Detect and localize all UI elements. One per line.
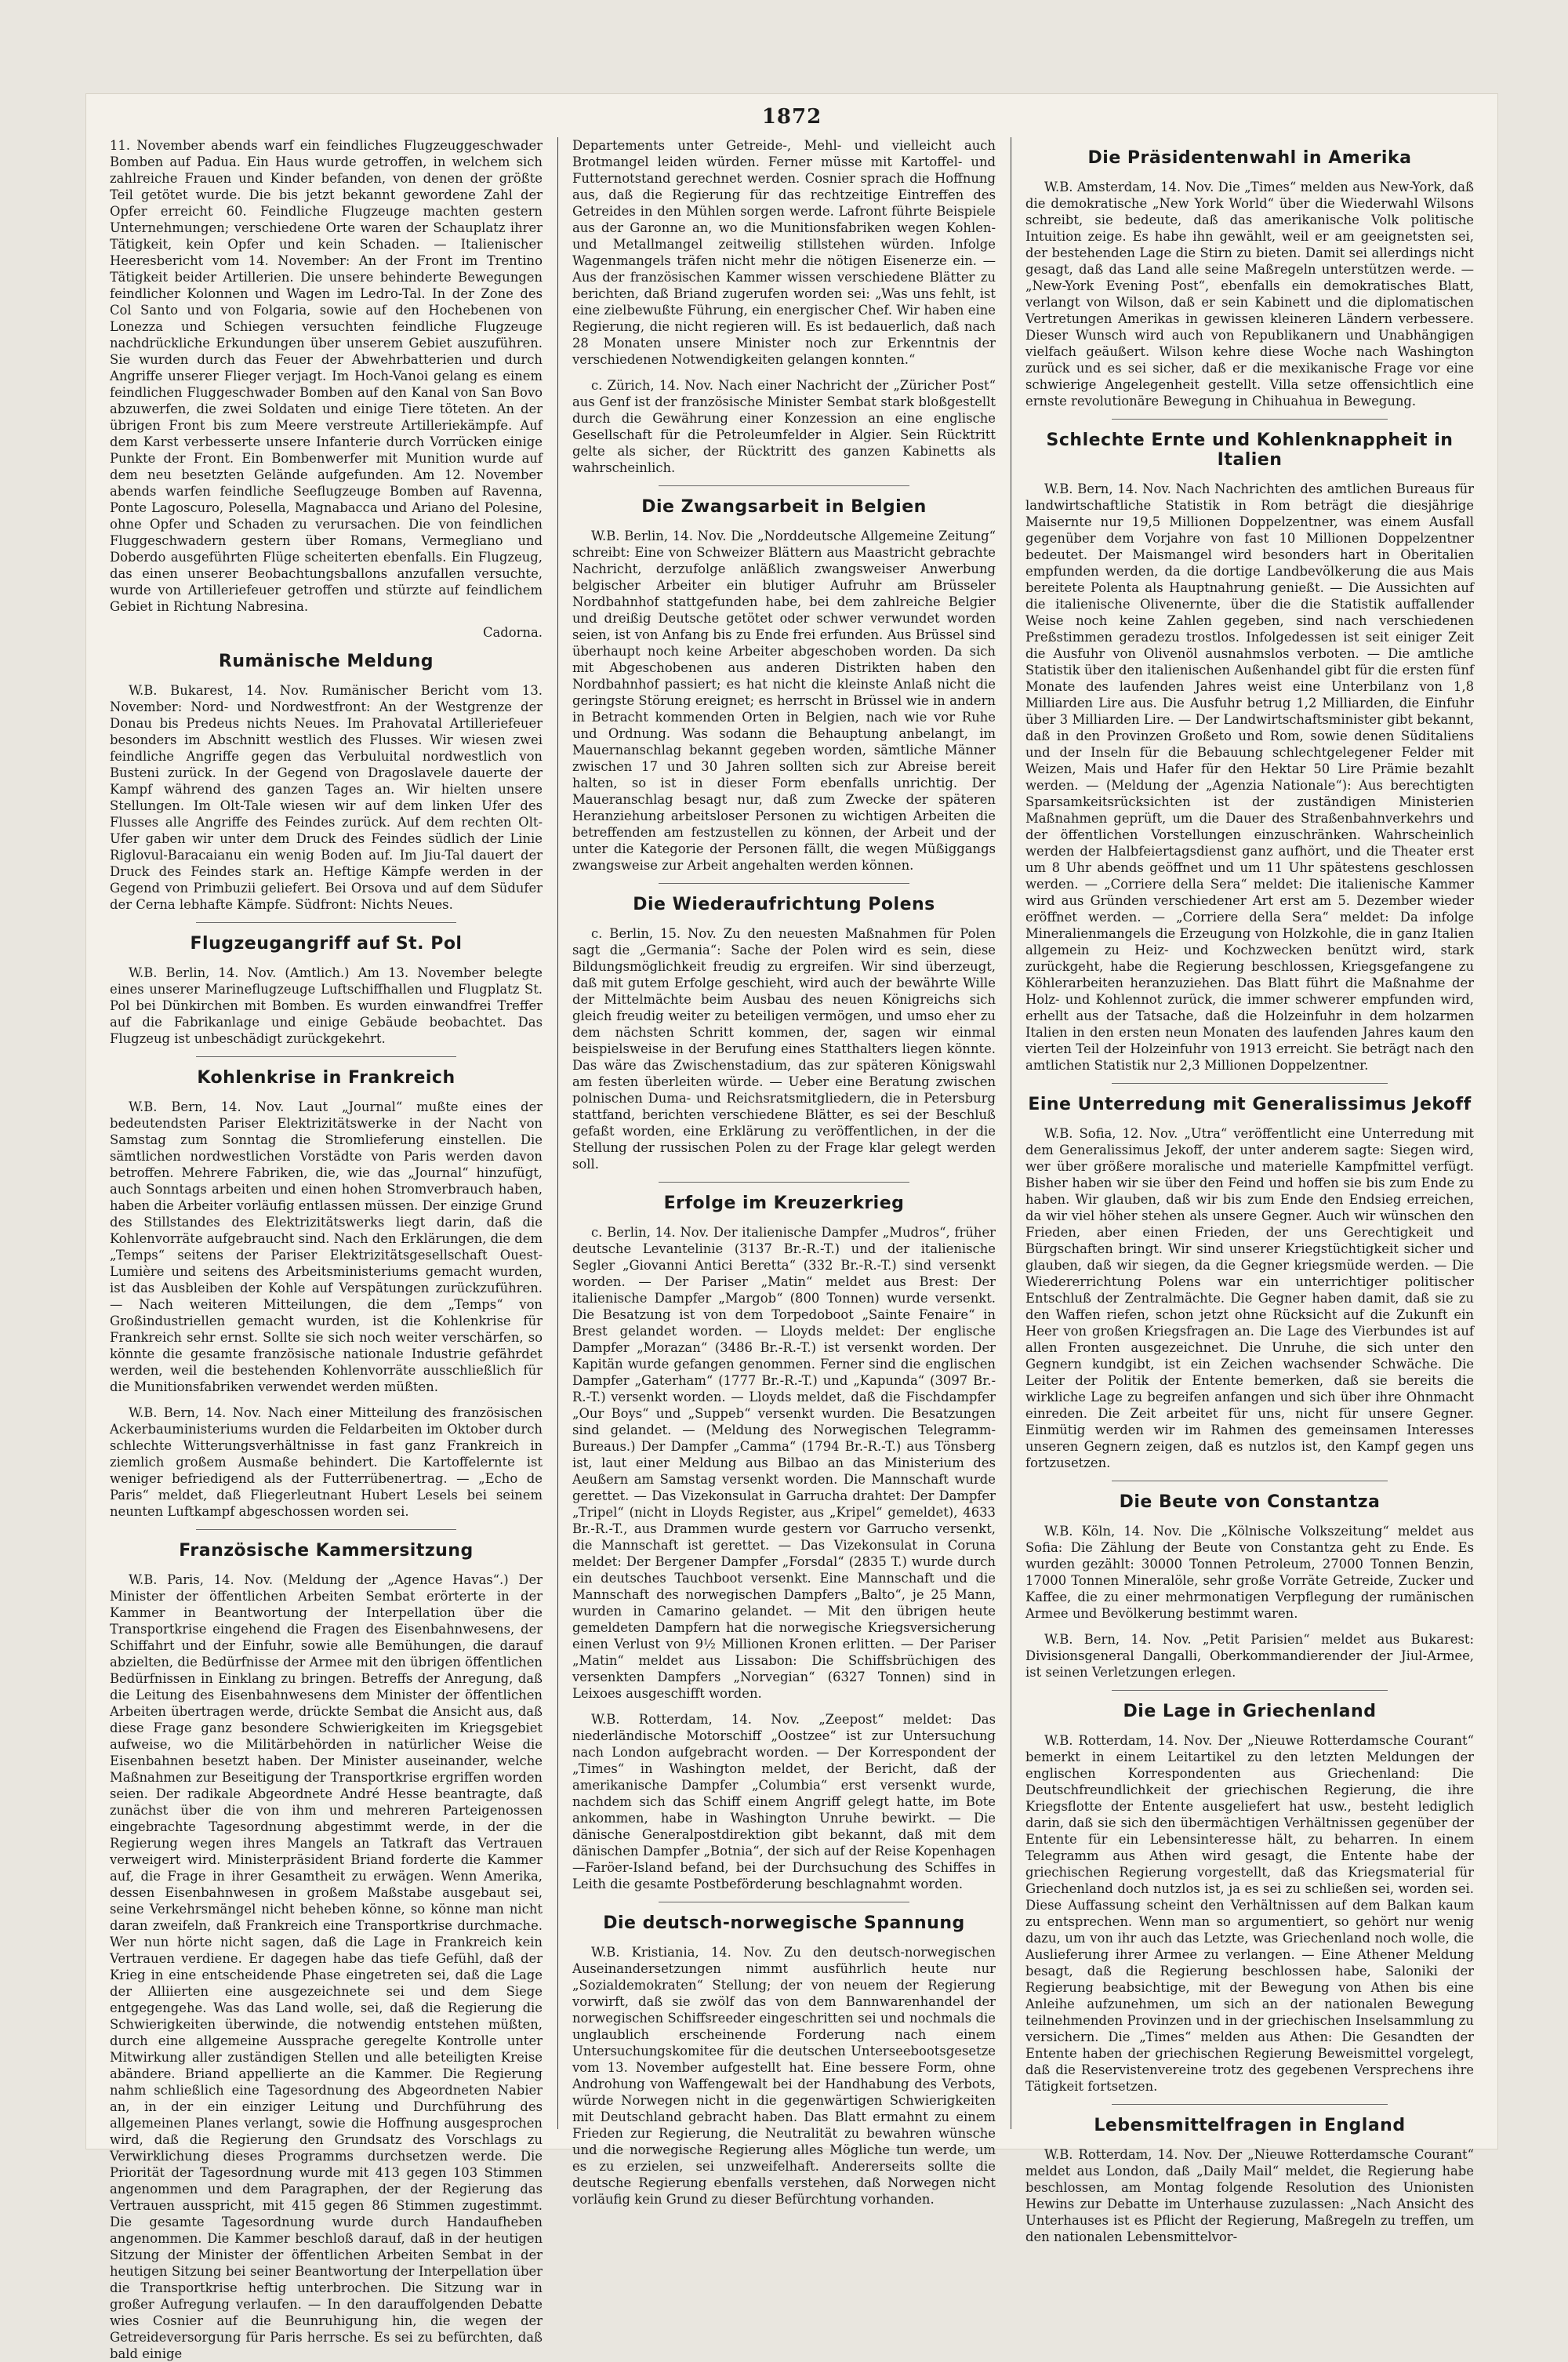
article-paragraph: W.B. Berlin, 14. Nov. Die „Norddeutsche Allgemeine Zeitung“ schreibt: Eine von Schweizer Blättern aus Maastricht gebrachte Nachricht, derzufolge anläßlich zwangsweiser Anwerbung belgischer Arbeiter ein blutiger Aufruhr am Brüsseler Nordbahnhof stattgefunden habe, bei dem zahlreiche Belgier und dreißig Deutsche getötet oder schwer verwundet worden seien, ist von Anfang bis zu Ende frei erfunden. Aus Brüssel sind überhaupt noch keine Arbeiter abgeschoben worden. Da sich mit Abgeschobenen aus anderen Distrikten haben den Nordbahnhof passiert; es hat nicht die kleinste Anlaß nicht die geringste Störung ereignet; es herrscht in Brüssel wie in andern in Betracht kommenden Orten in Belgien, nach wie vor Ruhe und Ordnung. Was sodann die Behauptung anbelangt, im Mauernanschlag bekannt gegeben worden, sämtliche Männer zwischen 17 und 30 Jahren sollten sich zur Abreise bereit halten, so ist in dieser Form ebenfalls unrichtig. Der Maueranschlag besagt nur, daß zum Zwecke der späteren Heranziehung arbeitsloser Personen zu wichtigen Arbeiten die betreffenden am festzustellen zu können, der Arbeit und der unter die Kategorie der Personen fällt, die wegen Müßiggangs zwangsweise zur Arbeit angehalten werden können. <box>572 529 996 873</box>
article-headline: Die deutsch-norwegische Spannung <box>603 1913 965 1933</box>
page-number: 1872 <box>761 105 822 129</box>
article-paragraph: W.B. Amsterdam, 14. Nov. Die „Times“ melden aus New-York, daß die demokratische „New York World“ über die Wiederwahl Wilsons schreibt, sie bedeute, daß das amerikanische Volk politische Intuition zeige. Es habe ihn gewählt, weil er am geeignetsten sei, der bestehenden Lage die Stirn zu bieten. Damit sei allerdings nicht gesagt, daß das Land alle seine Maßregeln unterstützen werde. — „New-York Evening Post“, ebenfalls ein demokratisches Blatt, verlangt von Wilson, daß er sein Kabinett und die diplomatischen Vertretungen Amerikas in gewissen kleineren Ländern verbessere. Dieser Wunsch wird auch von Republikanern und Unabhängigen vielfach geäußert. Wilson kehre diese Woche nach Washington zurück und es sei sicher, daß er die mexikanische Frage vor eine schwierige Angelegenheit gestellt. Villa setze offensichtlich eine ernste revolutionäre Bewegung in Chihuahua in Bewegung. <box>1025 180 1474 409</box>
article-paragraph: W.B. Sofia, 12. Nov. „Utra“ veröffentlicht eine Unterredung mit dem Generalissimus Jekoff, der unter anderem sagte: Siegen wird, wer über größere moralische und materielle Kampfmittel verfügt. Bisher haben wir sie über den Feind und hoffen sie bis zum Ende zu haben. Wir glauben, daß wir bis zum Ende den Endsieg erreichen, da wir viel höher stehen als unsere Gegner. Auch wir wünschen den Frieden, aber einen Frieden, der uns Gerechtigkeit und Bürgschaften bringt. Wir sind unserer Kriegstüchtigkeit sicher und glauben, daß wir siegen, da die Gegner kriegsmüde werden. — Die Wiedererrichtung Polens war ein unterrichtiger politischer Entschluß der Zentralmächte. Die Gegner haben damit, daß sie zu den Waffen riefen, schon jetzt ohne Rücksicht auf die Zukunft ein Heer von großen Kriegsfragen an. Die Lage des Vierbundes ist auf allen Fronten ausgezeichnet. Die Unruhe, die sich unter den Gegnern kundgibt, ist ein Zeichen wachsender Schwäche. Die Leiter der Politik der Entente bemerken, daß sie bereits die wirkliche Lage zu begreifen anfangen und sich über ihre Ohnmacht einreden. Die Zeit arbeitet für uns, nicht für unsere Gegner. Einmütig werden wir im Rahmen des gemeinsamen Interesses unseren Gegnern zeigen, daß es nutzlos ist, den Kampf gegen uns fortzusetzen. <box>1025 1126 1474 1470</box>
article-headline: Erfolge im Kreuzerkrieg <box>663 1194 905 1213</box>
article-paragraph: W.B. Bern, 14. Nov. Nach Nachrichten des amtlichen Bureaus für landwirtschaftliche Statistik in Rom beträgt die diesjährige Maisernte nur 19,5 Millionen Doppelzentner, was einem Ausfall gegenüber dem Vorjahre von fast 10 Millionen Doppelzentner bedeutet. Der Maismangel wird besonders hart in Oberitalien empfunden werden, da die dortige Landbevölkerung die aus Mais bereitete Polenta als Hauptnahrung genießt. — Die Aussichten auf die italienische Olivenernte, über die die Statistik auffallender Weise noch keine Zahlen gegeben, sind nach verschiedenen Preßstimmen geradezu trostlos. Infolgedessen ist seit einiger Zeit die Ausfuhr von Olivenöl ausnahmslos verboten. — Die amtliche Statistik über den italienischen Außenhandel gibt für die ersten fünf Monate des laufenden Jahres weist eine Unterbilanz von 1,8 Milliarden Lire aus. Die Ausfuhr betrug 1,2 Milliarden, die Einfuhr über 3 Milliarden Lire. — Der Landwirtschaftsminister gibt bekannt, daß in den Provinzen Großeto und Rom, sowie denen Süditaliens und der Inseln für die Bebauung schlechtgelegener Felder mit Weizen, Mais und Hafer für den Hektar 50 Lire Prämie bezahlt werden. — (Meldung der „Agenzia Nationale“): Aus berechtigten Sparsamkeitsrücksichten ist der zuständigen Ministerien Maßnahmen geprüft, um die Dauer des Straßenbahnverkehrs und der öffentlichen Vorstellungen einzuschränken. Wahrscheinlich werden der Halbfeiertagsdienst ganz aufhört, und die Theater erst um 8 Uhr abends geöffnet und um 11 Uhr spätestens geschlossen werden. — „Corriere della Sera“ meldet: Die italienische Kammer wird aus Gründen verschiedener Art erst am 5. Dezember wieder eröffnet werden. — „Corriere della Sera“ meldet: Da infolge Mineralienmangels die Erzeugung von Holzkohle, die in ganz Italien allgemein zu Heiz- und Kochzwecken benützt wird, stark zurückgeht, habe die Regierung beschlossen, Kriegsgefangene zu Köhlerarbeiten heranzuziehen. Das Blatt führt die Maßnahme der Holz- und Kohlennot zurück, die immer schwerer empfunden wird, erhellt aus der Tatsache, daß die Holzeinfuhr in dem holzarmen Italien in den ersten neun Monaten des laufenden Jahres kaum den vierten Teil der Holzeinfuhr von 1913 erreicht. Sie beträgt nach den amtlichen Statistik nur 2,3 Millionen Doppelzentner. <box>1025 481 1474 1073</box>
article-paragraph: 11. November abends warf ein feindliches Flugzeuggeschwader Bomben auf Padua. Ein Haus wurde getroffen, in welchem sich zahlreiche Frauen und Kinder befanden, von denen der größte Teil getötet wurde. Die bis jetzt bekannt gewordene Zahl der Opfer erreicht 60. Feindliche Flugzeuge machten gestern Unternehmungen; verschiedene Orte waren der Schauplatz ihrer Tätigkeit, kein Opfer und kein Schaden. — Italienischer Heeresbericht vom 14. November: An der Front im Trentino Tätigkeit beider Artillerien. Die unsere behinderte Bewegungen feindlicher Kolonnen und Wagen im Ledro-Tal. In der Zone des Col Santo und von Folgaria, sowie auf den Hochebenen von Lonezza und Schiegen versuchten feindliche Flugzeuge nachdrückliche Erkundungen über unserem Gebiet auszuführen. Sie wurden durch das Feuer der Abwehrbatterien und durch Angriffe unserer Flieger verjagt. Im Hoch-Vanoi gelang es einem feindlichen Fluggeschwader Bomben auf den Kanal von San Bovo abzuwerfen, die zwei Soldaten und einige Tiere töteten. An der übrigen Front bis zum Meere verstreute Artilleriekämpfe. Auf dem Karst verbesserte unsere Infanterie durch Vorrücken einige Punkte der Front. Ein Bombenwerfer mit Munition wurde auf dem neu besetzten Gelände aufgefunden. Am 12. November abends warfen feindliche Seeflugzeuge Bomben auf Ravenna, Ponte Lagoscuro, Polesella, Magnabacca und Ariano del Polesine, ohne Opfer und Schaden zu verursachen. Die von feindlichen Fluggeschwadern gestern über Romans, Vermegliano und Doberdo ausgeführten Flüge scheiterten ebenfalls. Ein Flugzeug, das einen unserer Beobachtungsballons anzufallen versuchte, wurde von Artilleriefeuer getroffen und stürzte auf feindlichem Gebiet in Richtung Nabresina. <box>110 138 543 614</box>
divider <box>659 883 909 884</box>
article-paragraph: W.B. Paris, 14. Nov. (Meldung der „Agence Havas“.) Der Minister der öffentlichen Arbeiten Sembat erörterte in der Kammer in Beantwortung der Interpellation über die Transportkrise eingehend die Fragen des Eisenbahnwesens, der Schiffahrt und der Einfuhr, sowie alle Bemühungen, die darauf abzielten, die Bedürfnisse der Armee mit den übrigen öffentlichen Bedürfnissen in Einklang zu bringen. Betreffs der Anregung, daß die Leitung des Eisenbahnwesens dem Minister der öffentlichen Arbeiten übertragen werde, drückte Sembat die Ansicht aus, daß diese Frage ganz besondere Schwierigkeiten im Kriegsgebiet aufweise, wo die Militärbehörden in natürlicher Weise die Eisenbahnen besetzt haben. Der Minister auseinander, welche Maßnahmen zur Beseitigung der Transportkrise ergriffen worden seien. Der radikale Abgeordnete André Hesse beantragte, daß zunächst über die von ihm und mehreren Parteigenossen eingebrachte Tagesordnung abgestimmt werde, in der die Regierung wegen ihres Mangels an Tatkraft das Vertrauen verweigert wird. Ministerpräsident Briand forderte die Kammer auf, die Frage in ihrer Gesamtheit zu erwägen. Wenn Amerika, dessen Eisenbahnwesen in großem Maßstabe ausgebaut sei, seine Verkehrsmängel nicht beheben könne, so könne man nicht daran zweifeln, daß Frankreich eine Transportkrise durchmache. Wer nun hörte nicht sagen, daß die Lage in Frankreich kein Vertrauen verdiene. Er dagegen habe das tiefe Gefühl, daß der Krieg in eine entscheidende Phase eingetreten sei, daß die Lage der Alliierten eine ausgezeichnete sei und dem Siege entgegengehe. Was das Land wolle, sei, daß die Regierung die Schwierigkeiten überwinde, die notwendig entstehen müßten, durch eine allgemeine Aussprache geregelte Kontrolle unter Mitwirkung aller zuständigen Stellen und alle beteiligten Kreise abändere. Briand appellierte an die Kammer. Die Regierung nahm schließlich eine Tagesordnung des Abgeordneten Nabier an, in der ein einziger Leitung und Durchführung des allgemeinen Planes verlangt, sowie die Hoffnung ausgesprochen wird, daß die Regierung den Grundsatz des Vorschlags zu Verwirklichung dieses Programms durchsetzen werde. Die Priorität der Tagesordnung wurde mit 413 gegen 103 Stimmen angenommen und dem Paragraphen, der der Regierung das Vertrauen ausspricht, mit 415 gegen 86 Stimmen zugestimmt. Die gesamte Tagesordnung wurde durch Handaufheben angenommen. Die Kammer beschloß darauf, daß in der heutigen Sitzung der Minister der öffentlichen Arbeiten Sembat in der heutigen Sitzung bei seiner Beantwortung der Interpellation über die Transportkrise heftig unterbrochen. Die Sitzung war in großer Aufregung verlaufen. — In den darauffolgenden Debatte wies Cosnier auf die Beunruhigung hin, die wegen der Getreideversorgung für Paris herrsche. Es sei zu befürchten, daß bald einige <box>110 1572 543 2361</box>
column-3 <box>1025 137 1474 2244</box>
article-paragraph: W.B. Bern, 14. Nov. Nach einer Mitteilung des französischen Ackerbauministeriums wurden die Feldarbeiten im Oktober durch schlechte Witterungsverhältnisse in fast ganz Frankreich in ziemlich großem Ausmaße behindert. Die Kartoffelernte ist weniger befriedigend als der Futterrübenertrag. — „Echo de Paris“ meldet, daß Fliegerleutnant Hubert Lesels bei seinem neunten Luftkampf abgeschossen worden sei. <box>110 1405 543 1519</box>
article-paragraph: W.B. Rotterdam, 14. Nov. „Zeepost“ meldet: Das niederländische Motorschiff „Oostzee“ ist zur Untersuchung nach London aufgebracht worden. — Der Korrespondent der „Times“ in Washington meldet, der Bericht, daß der amerikanische Dampfer „Columbia“ erst versenkt wurde, nachdem sich das Schiff einem Angriff gelegt hatte, im Bote ankommen, habe in Washington Unruhe bewirkt. — Die dänische Generalpostdirektion gibt bekannt, daß mit dem dänischen Dampfer „Botnia“, der sich auf der Reise Kopenhagen—Faröer-Island befand, bei der Durchsuchung des Schiffes in Leith die gesamte Postbeförderung beschlagnahmt worden. <box>572 1712 996 1891</box>
article-paragraph: W.B. Bern, 14. Nov. „Petit Parisien“ meldet aus Bukarest: Divisionsgeneral Dangalli, Oberkommandierender der Jiul-Armee, ist seinen Verletzungen erlegen. <box>1025 1632 1474 1680</box>
divider <box>1112 419 1388 420</box>
divider <box>196 1529 456 1530</box>
divider <box>659 485 909 486</box>
divider <box>196 922 456 923</box>
signature: Cadorna. <box>482 625 543 640</box>
column-1 <box>110 137 543 2361</box>
article-paragraph: W.B. Köln, 14. Nov. Die „Kölnische Volkszeitung“ meldet aus Sofia: Die Zählung der Beute von Constantza geht zu Ende. Es wurden gezählt: 30000 Tonnen Petroleum, 27000 Tonnen Benzin, 17000 Tonnen Mineralöle, sehr große Vorräte Getreide, Zucker und Kaffee, die zu einer mehrmonatigen Verpflegung der rumänischen Armee und Bevölkerung bestimmt waren. <box>1025 1524 1474 1621</box>
article-paragraph: W.B. Rotterdam, 14. Nov. Der „Nieuwe Rotterdamsche Courant“ meldet aus London, daß „Daily Mail“ meldet, die Regierung habe beschlossen, am Montag folgende Resolution des Unionisten Hewins zur Debatte im Unterhause zuzulassen: „Nach Ansicht des Unterhauses ist es Pflicht der Regierung, Maßregeln zu treffen, um den nationalen Lebensmittelvor- <box>1025 2147 1474 2244</box>
article-paragraph: W.B. Berlin, 14. Nov. (Amtlich.) Am 13. November belegte eines unserer Marineflugzeuge Luftschiffhallen und Flugplatz St. Pol bei Dünkirchen mit Bomben. Es wurden einwandfrei Treffer auf die Fabrikanlage und einige Gebäude beobachtet. Das Flugzeug ist unbeschädigt zurückgekehrt. <box>110 965 543 1046</box>
article-headline: Lebensmittelfragen in England <box>1094 2116 1406 2135</box>
divider <box>1112 1690 1388 1691</box>
divider <box>196 1056 456 1057</box>
divider <box>1112 1083 1388 1084</box>
article-paragraph: W.B. Rotterdam, 14. Nov. Der „Nieuwe Rotterdamsche Courant“ bemerkt in einem Leitartikel zu den letzten Meldungen der englischen Korrespondenten aus Griechenland: Die Deutschfreundlichkeit der griechischen Regierung, die ihre Kriegsflotte der Entente ausgeliefert hat usw., besteht lediglich darin, daß sie sich den übermächtigen Verhältnissen gegenüber der Entente für ein Lebensinteresse hält, zu beharren. In einem Telegramm aus Athen wird gesagt, die Entente habe der griechischen Regierung vorgestellt, daß das Kriegsmaterial für Griechenland doch nutzlos ist, ja es sei zu schließen sei, worden sei. Diese Auffassung scheint den Verhältnissen auf dem Balkan kaum zu entsprechen. Wenn man so argumentiert, so gehört nur wenig dazu, um von ihr auch das Letzte, was Griechenland noch wolle, die Auslieferung ihrer Armee zu verlangen. — Eine Athener Meldung besagt, daß die Regierung beschlossen habe, Saloniki der Regierung beabsichtige, mit der Bewegung von Athen bis eine Anleihe aufzunehmen, um sich an der nationalen Bewegung teilnehmenden Provinzen und in der griechischen Inselsammlung zu versichern. Die „Times“ melden aus Athen: Die Gesandten der Entente haben der griechischen Regierung Beweismittel vorgelegt, daß die Reservistenvereine trotz des gegebenen Versprechens ihre Tätigkeit fortsetzen. <box>1025 1733 1474 2094</box>
article-headline: Französische Kammersitzung <box>179 1541 474 1561</box>
article-paragraph: W.B. Bukarest, 14. Nov. Rumänischer Bericht vom 13. November: Nord- und Nordwestfront: An der Westgrenze der Donau bis Predeus nichts Neues. Im Prahovatal Artilleriefeuer besonders im Abschnitt westlich des Flusses. Wir wiesen zwei feindliche Angriffe gegen das Verbuluital nordwestlich von Busteni zurück. In der Gegend von Dragoslavele dauerte der Kampf während des ganzen Tages an. Wir hielten unsere Stellungen. Im Olt-Tale wiesen wir auf dem linken Ufer des Flusses alle Angriffe des Feindes zurück. Auf dem rechten Olt-Ufer gaben wir unter dem Druck des Feindes südlich der Linie Riglovul-Baracaianu ein wenig Boden auf. Im Jiu-Tal dauert der Druck des Feindes stark an. Heftige Kämpfe werden in der Gegend von Primbuzii geliefert. Bei Orsova und auf dem Südufer der Cerna lebhafte Kämpfe. Südfront: Nichts Neues. <box>110 683 543 912</box>
article-headline: Die Wiederaufrichtung Polens <box>633 895 935 914</box>
article-headline: Kohlenkrise in Frankreich <box>197 1068 456 1088</box>
newspaper-page <box>86 94 1497 2361</box>
article-paragraph: c. Berlin, 15. Nov. Zu den neuesten Maßnahmen für Polen sagt die „Germania“: Sache der Polen wird es sein, diese Bildungsmöglichkeit freudig zu ergreifen. Wir sind überzeugt, daß mit gutem Erfolge geschieht, wird auch der bewährte Wille der Mittelmächte beim Ausbau des neuen Königreichs sich gleich freudig weiter zu beteiligen vermögen, und umso eher zu dem nächsten Schritt kommen, der, sagen wir einmal beispielsweise in der Berufung eines Statthalters liegen könnte. Das wäre das Zwischenstadium, das zur späteren Königswahl am festen überleiten würde. — Ueber eine Beratung zwischen polnischen Duma- und Reichsratsmitgliedern, die in Petersburg stattfand, berichten verschiedene Blätter, es sei der Beschluß gefaßt worden, eine Erklärung zu veröffentlichen, in der die Stellung der russischen Polen zu der Frage klar gelegt werden soll. <box>572 926 996 1172</box>
article-headline: Die Beute von Constantza <box>1119 1492 1381 1512</box>
article-paragraph: W.B. Kristiania, 14. Nov. Zu den deutsch-norwegischen Auseinandersetzungen nimmt ausführlich heute nur „Sozialdemokraten“ Stellung; der von neuem der Regierung vorwirft, daß sie zwölf das von dem Bannwarenhandel der norwegischen Schiffsreeder eingeschritten sei und nochmals die unglaublich erscheinende Forderung nach einem Untersuchungskomitee für die deutschen Unterseebootsgesetze vom 13. November aufgestellt hat. Eine bessere Form, ohne Androhung von Waffengewalt bei der Handhabung des Verbots, würde Norwegen nicht in die gegenwärtigen Schwierigkeiten mit Deutschland gebracht haben. Das Blatt ermahnt zu einem Frieden zur Regierung, die Neutralität zu bewahren wünsche und die norwegische Regierung alles Mögliche tun werde, um es zu erzielen, sei unzweifelhaft. Andererseits sollte die deutsche Regierung ebenfalls verstehen, daß Norwegen nicht vorläufig kein Grund zu dieser Befürchtung vorhanden. <box>572 1945 996 2207</box>
article-paragraph: Departements unter Getreide-, Mehl- und vielleicht auch Brotmangel leiden würden. Ferner müsse mit Kartoffel- und Futternotstand gerechnet werden. Cosnier sprach die Hoffnung aus, daß die Regierung für das rechtzeitige Eintreffen des Getreides in den Mühlen sorgen werde. Lafront führte Beispiele aus der Garonne an, wo die Munitionsfabriken wegen Kohlen- und Metallmangel zeitweilig stillstehen würden. Infolge Wagenmangels träfen nicht mehr die nötigen Eisenerze ein. — Aus der französischen Kammer wissen verschiedene Blätter zu berichten, daß Briand zugerufen worden sei: „Was uns fehlt, ist eine zielbewußte Führung, ein energischer Chef. Wir haben eine Regierung, die nicht regieren will. Es ist bedauerlich, daß nach 28 Monaten unsere Minister noch zur Erkenntnis der verschiedenen Notwendigkeiten gelangen konnten.“ <box>572 138 996 367</box>
article-headline: Rumänische Meldung <box>218 652 434 671</box>
article-paragraph: c. Berlin, 14. Nov. Der italienische Dampfer „Mudros“, früher deutsche Levantelinie (3137 Br.-R.-T.) und der italienische Segler „Giovanni Antici Beretta“ (332 Br.-R.-T.) sind versenkt worden. — Der Pariser „Matin“ meldet aus Brest: Der italienische Dampfer „Margob“ (800 Tonnen) wurde versenkt. Die Besatzung ist von dem Torpedoboot „Sainte Fenaire“ in Brest gelandet worden. — Lloyds meldet: Der englische Dampfer „Morazan“ (3486 Br.-R.-T.) ist versenkt worden. Der Kapitän wurde gefangen genommen. Ferner sind die englischen Dampfer „Gaterham“ (1777 Br.-R.-T.) und „Kapunda“ (3097 Br.-R.-T.) versenkt worden. — Lloyds meldet, daß die Fischdampfer „Our Boys“ und „Suppeb“ versenkt wurden. Die Besatzungen sind gelandet. — (Meldung des Norwegischen Telegramm-Bureaus.) Der Dampfer „Camma“ (1794 Br.-R.-T.) aus Tönsberg ist, laut einer Meldung aus Bilbao an das Ministerium des Aeußern am Samstag versenkt worden. Die Mannschaft wurde gerettet. — Das Vizekonsulat in Garrucha drahtet: Der Dampfer „Tripel“ (nicht in Lloyds Register, aus „Kripel“ gemeldet), 4633 Br.-R.-T., aus Drammen wurde gestern vor Garrucho versenkt, die Mannschaft ist gerettet. — Das Vizekonsulat in Coruna meldet: Der Bergener Dampfer „Forsdal“ (2835 T.) wurde durch ein deutsches Tauchboot versenkt. Eine Mannschaft und die Mannschaft des norwegischen Dampfers „Balto“, je 25 Mann, wurden in Camarino gelandet. — Mit den übrigen heute gemeldeten Dampfern hat die norwegische Kriegsversicherung einen Verlust von 9½ Millionen Kronen erlitten. — Der Pariser „Matin“ meldet aus Lissabon: Die Schiffsbrüchigen des versenkten Dampfers „Norvegian“ (6327 Tonnen) sind in Leixoes ausgeschifft worden. <box>572 1225 996 1701</box>
article-headline: Die Zwangsarbeit in Belgien <box>641 497 927 517</box>
divider <box>1112 2104 1388 2105</box>
divider <box>659 1182 909 1183</box>
column-2 <box>572 137 996 2207</box>
article-headline: Schlechte Ernte und Kohlenknappheit in Italien <box>1046 431 1454 470</box>
article-headline: Die Präsidentenwahl in Amerika <box>1087 148 1412 168</box>
article-headline: Flugzeugangriff auf St. Pol <box>190 934 463 954</box>
article-headline: Die Lage in Griechenland <box>1123 1702 1377 1721</box>
article-headline: Eine Unterredung mit Generalissimus Jekoff <box>1028 1095 1472 1114</box>
article-paragraph: c. Zürich, 14. Nov. Nach einer Nachricht der „Züricher Post“ aus Genf ist der französische Minister Sembat stark bloßgestellt durch die Gewährung einer Konzession an eine englische Gesellschaft für die Petroleumfelder in Algier. Sein Rücktritt gelte als sicher, der Rücktritt des ganzen Kabinetts als wahrscheinlich. <box>572 378 996 475</box>
article-paragraph: W.B. Bern, 14. Nov. Laut „Journal“ mußte eines der bedeutendsten Pariser Elektrizitätswerke in der Nacht von Samstag zum Sonntag die Stromlieferung einstellen. Die sämtlichen nordwestlichen Vorstädte von Paris werden davon betroffen. Mehrere Fabriken, die, wie das „Journal“ hinzufügt, auch Sonntags arbeiten und einen hohen Stromverbrauch haben, haben die Arbeiter vorläufig entlassen müssen. Der einzige Grund des Stillstandes des Elektrizitätswerks liegt darin, daß die Kohlenvorräte aufgebraucht sind. Nach den Erklärungen, die dem „Temps“ seitens der Pariser Elektrizitätsgesellschaft Ouest-Lumière und seitens des Arbeitsministeriums gemacht wurden, ist das Ausbleiben der Kohle auf Verspätungen zurückzuführen. — Nach weiteren Mitteilungen, die dem „Temps“ von Großindustriellen gemacht wurden, ist die Kohlenkrise für Frankreich sehr ernst. Sollte sie sich noch weiter verschärfen, so könnte die gesamte französische nationale Industrie gefährdet werden, weil die bestehenden Kohlenvorräte ausschließlich für die Munitionsfabriken verwendet werden müßten. <box>110 1099 543 1394</box>
